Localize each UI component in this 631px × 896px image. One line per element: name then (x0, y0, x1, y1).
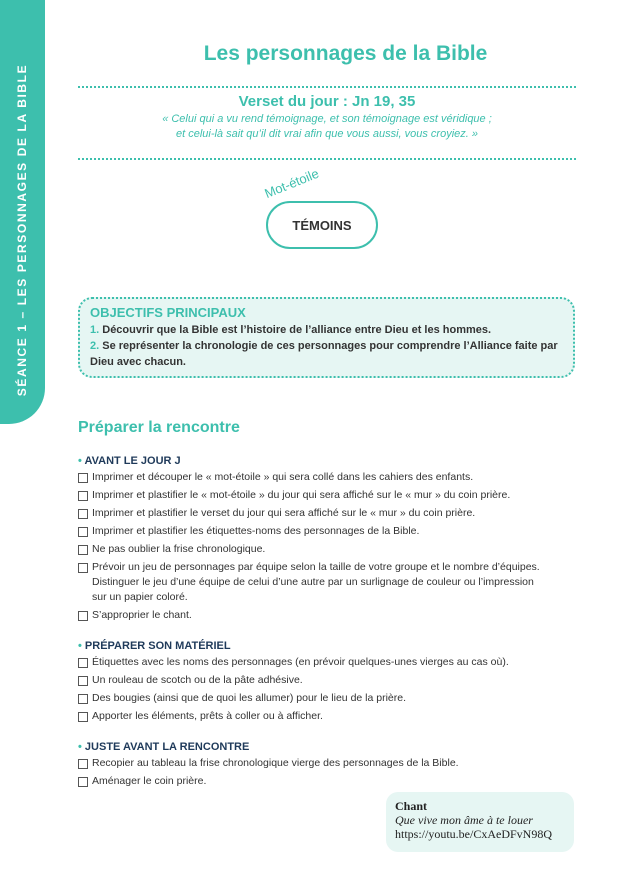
checklist-materiel (78, 655, 548, 727)
objective-text: Se représenter la chronologie de ces personnages pour comprendre l’Alliance faite par Dieu avec chacun. (90, 340, 558, 368)
checklist-text: Imprimer et plastifier le « mot-étoile » du jour qui sera affiché sur le « mur » du coin prière. (92, 489, 511, 501)
checklist-text: Recopier au tableau la frise chronologique vierge des personnages de la Bible. (92, 757, 459, 769)
checklist-text: Ne pas oublier la frise chronologique. (92, 543, 266, 555)
verse-title: Verset du jour : Jn 19, 35 (238, 93, 416, 110)
checklist-item (78, 524, 548, 539)
checkbox-icon[interactable] (78, 509, 88, 519)
objective-number: 1. (90, 324, 100, 336)
checkbox-icon[interactable] (78, 563, 88, 573)
prepare-title: Préparer la rencontre (78, 419, 240, 436)
objectives-title: OBJECTIFS PRINCIPAUX (90, 305, 246, 320)
mot-etoile-word: TÉMOINS (266, 201, 378, 249)
chant-song: Que vive mon âme à te louer (395, 813, 533, 827)
checkbox-icon[interactable] (78, 527, 88, 537)
checkbox-icon[interactable] (78, 712, 88, 722)
checklist-item (78, 655, 548, 670)
checklist-text: Imprimer et plastifier les étiquettes-noms des personnages de la Bible. (92, 525, 420, 537)
session-label: SÉANCE 1 – LES PERSONNAGES DE LA BIBLE (15, 63, 29, 397)
checklist-text: S’approprier le chant. (92, 609, 192, 621)
checklist-item (78, 691, 548, 706)
chant-box (386, 792, 574, 852)
checkbox-icon[interactable] (78, 611, 88, 621)
verse-line-1: « Celui qui a vu rend témoignage, et son témoignage est véridique ; (162, 113, 492, 125)
objective-text: Découvrir que la Bible est l’histoire de l’alliance entre Dieu et les hommes. (102, 324, 492, 336)
checklist-text: Un rouleau de scotch ou de la pâte adhésive. (92, 674, 303, 686)
verse-box (78, 86, 576, 160)
verse-line-2: et celui-là sait qu’il dit vrai afin que vous aussi, vous croyiez. » (175, 128, 479, 140)
checklist-item (78, 673, 548, 688)
checklist-text: Prévoir un jeu de personnages par équipe selon la taille de votre groupe et le nombre d’équipes. Distinguer le jeu d’une équipe de celui d’une autre par un surlignage de couleur ou l’impression sur un papier coloré. (92, 561, 540, 603)
checkbox-icon[interactable] (78, 759, 88, 769)
checklist-item (78, 506, 548, 521)
checklist-item (78, 774, 548, 789)
section-heading-text: PRÉPARER SON MATÉRIEL (84, 640, 231, 652)
section-heading-avant: • AVANT LE JOUR J (78, 455, 181, 467)
checklist-item (78, 470, 548, 485)
checkbox-icon[interactable] (78, 676, 88, 686)
checklist-text: Aménager le coin prière. (92, 775, 207, 787)
verse-text (78, 112, 576, 142)
checklist-text: Imprimer et plastifier le verset du jour qui sera affiché sur le « mur » du coin prière. (92, 507, 476, 519)
objective-item (90, 338, 563, 370)
section-heading-materiel: • PRÉPARER SON MATÉRIEL (78, 640, 231, 652)
checklist-item (78, 709, 548, 724)
objective-item (90, 322, 563, 338)
objective-number: 2. (90, 340, 100, 352)
mot-etoile-label: Mot-étoile (262, 165, 321, 201)
checklist-item (78, 608, 548, 623)
checkbox-icon[interactable] (78, 473, 88, 483)
section-heading-text: AVANT LE JOUR J (84, 455, 181, 467)
checkbox-icon[interactable] (78, 658, 88, 668)
checklist-avant (78, 470, 548, 626)
checklist-item (78, 756, 548, 771)
page-title: Les personnages de la Bible (203, 42, 488, 65)
session-side-tab (0, 0, 45, 424)
checklist-text: Des bougies (ainsi que de quoi les allumer) pour le lieu de la prière. (92, 692, 407, 704)
checklist-item (78, 542, 548, 557)
checkbox-icon[interactable] (78, 694, 88, 704)
chant-title: Chant (395, 799, 428, 813)
objectives-box (78, 297, 575, 378)
section-heading-juste-avant: • JUSTE AVANT LA RENCONTRE (78, 741, 250, 753)
checkbox-icon[interactable] (78, 777, 88, 787)
checklist-text: Apporter les éléments, prêts à coller ou à afficher. (92, 710, 323, 722)
checklist-item (78, 488, 548, 503)
checklist-text: Étiquettes avec les noms des personnages (en prévoir quelques-unes vierges au cas où). (92, 656, 509, 668)
checklist-text: Imprimer et découper le « mot-étoile » qui sera collé dans les cahiers des enfants. (92, 471, 474, 483)
checkbox-icon[interactable] (78, 545, 88, 555)
section-heading-text: JUSTE AVANT LA RENCONTRE (84, 741, 250, 753)
checkbox-icon[interactable] (78, 491, 88, 501)
checklist-item (78, 560, 548, 605)
checklist-juste-avant (78, 756, 548, 792)
chant-link[interactable]: https://youtu.be/CxAeDFvN98Q (395, 827, 553, 841)
